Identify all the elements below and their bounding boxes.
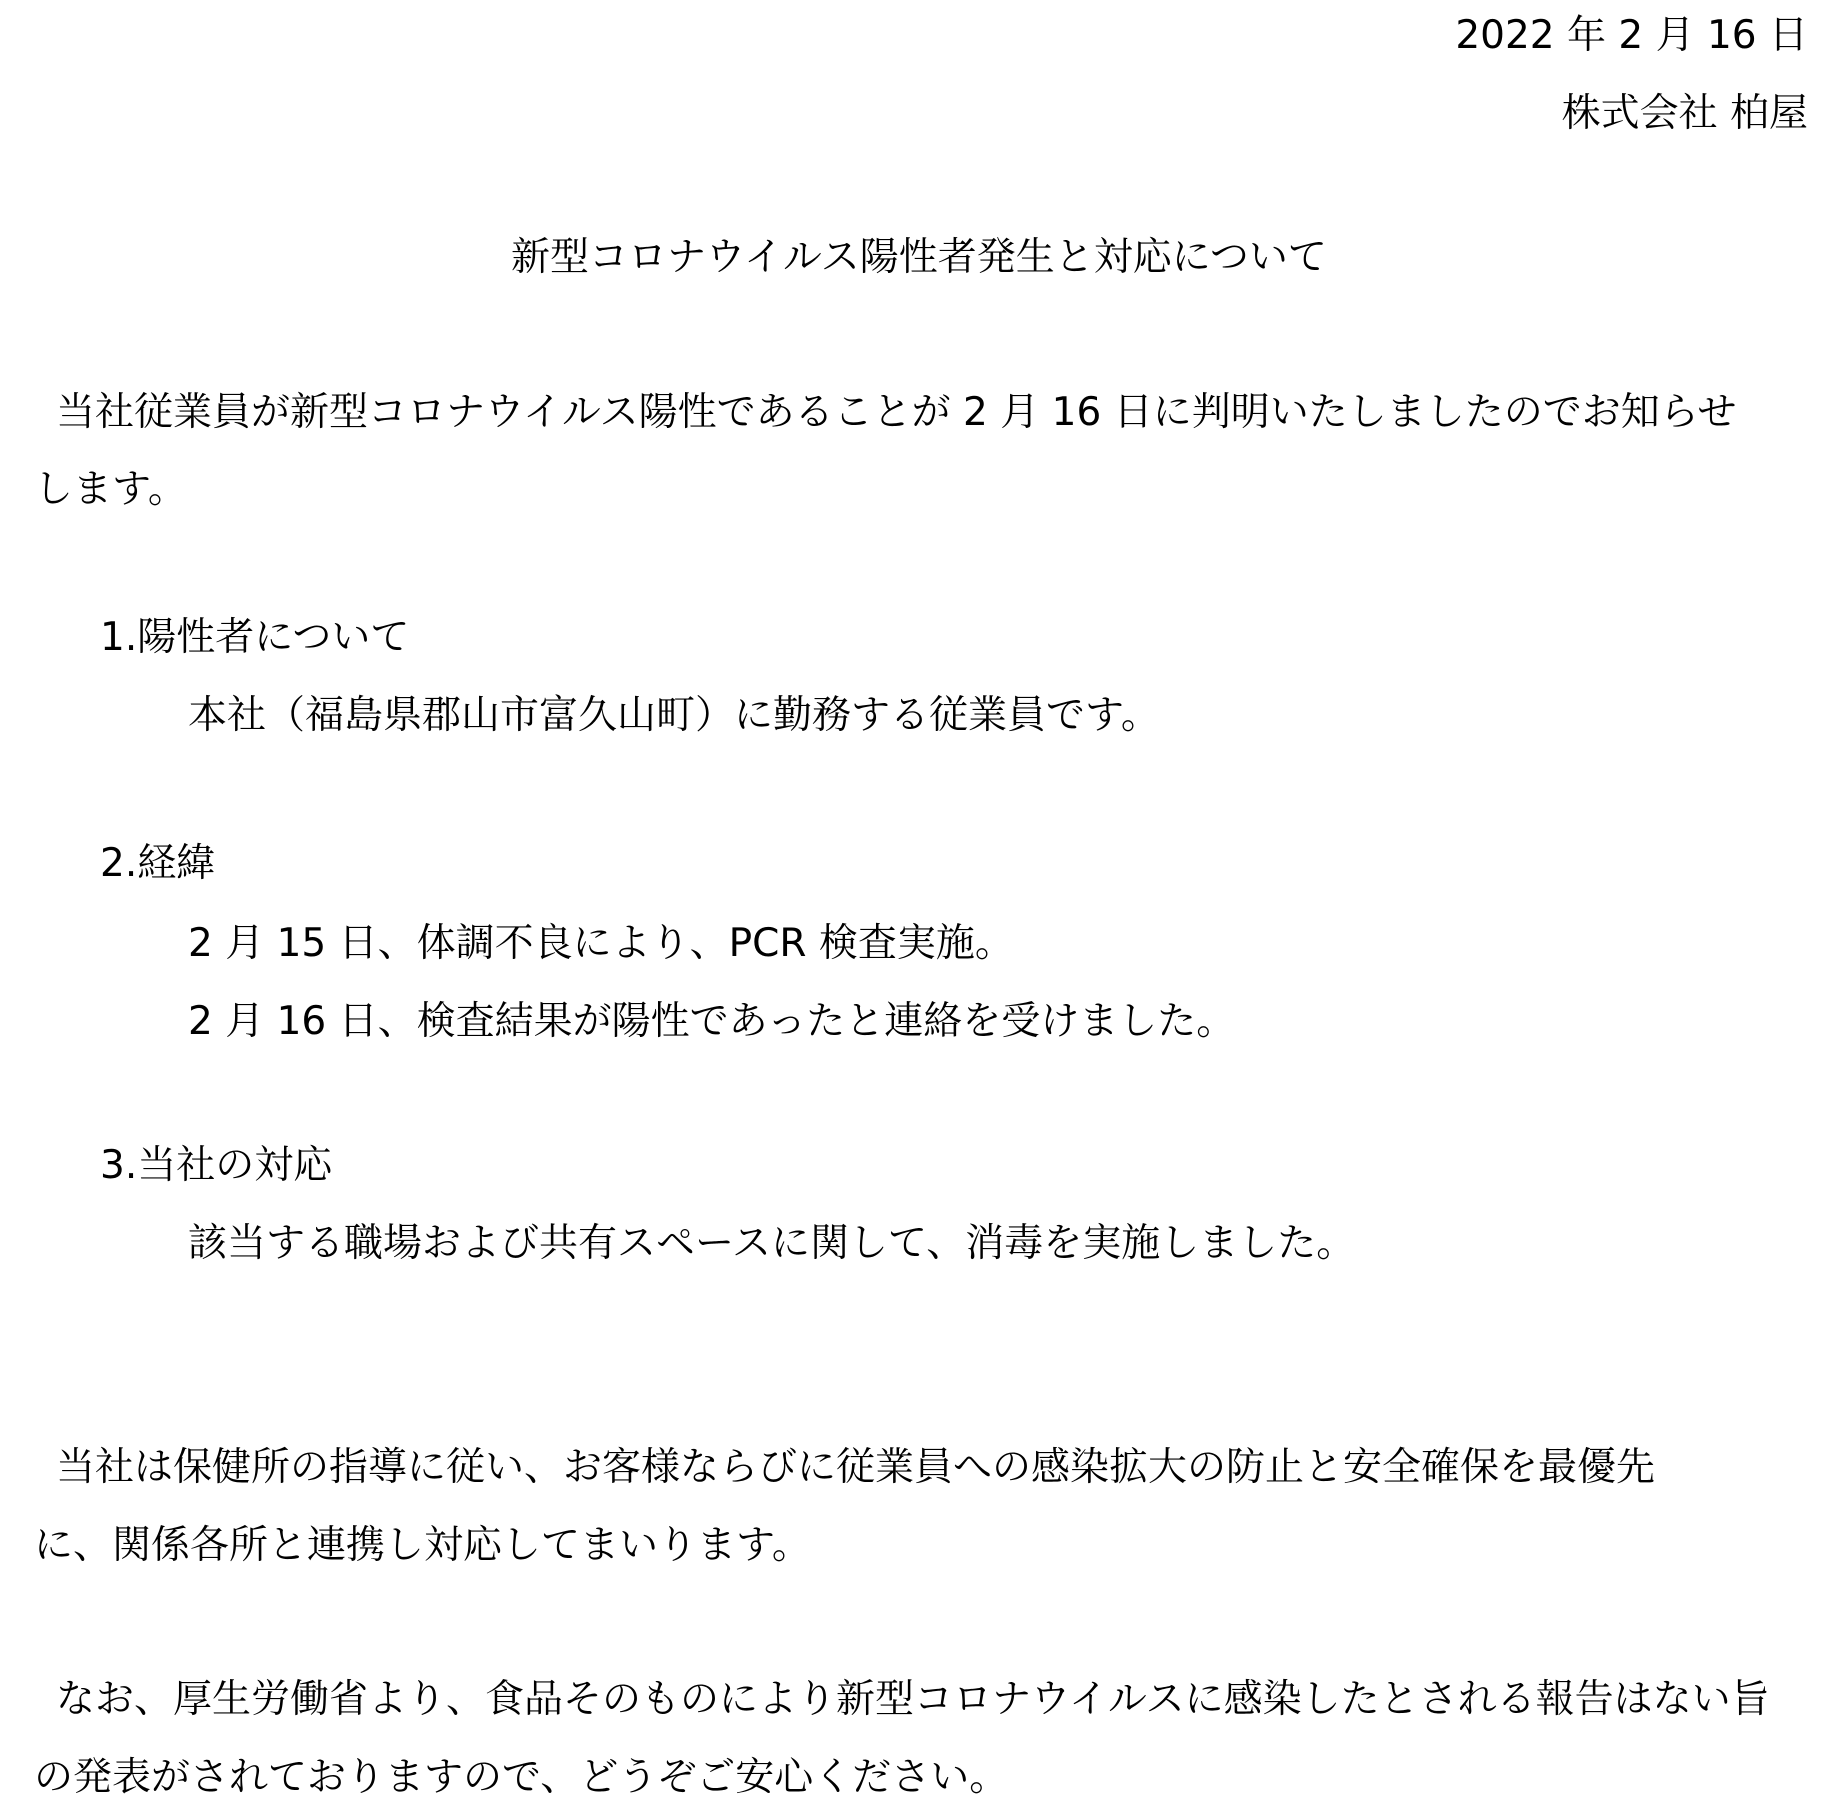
section-heading-positive-person: 1.陽性者について [100, 615, 410, 660]
closing-paragraph-2-line-1: なお、厚生労働省より、食品そのものにより新型コロナウイルスに感染したとされる報告はない旨 [56, 1677, 1770, 1722]
intro-line-1: 当社従業員が新型コロナウイルス陽性であることが 2 月 16 日に判明いたしましたのでお知らせ [56, 390, 1737, 435]
company-name: 株式会社 柏屋 [1561, 91, 1808, 136]
intro-line-2: します。 [34, 467, 187, 512]
section-body-background-1: 2 月 15 日、体調不良により、PCR 検査実施。 [188, 921, 1014, 966]
section-heading-response: 3.当社の対応 [100, 1143, 333, 1188]
closing-paragraph-2-line-2: の発表がされておりますので、どうぞご安心ください。 [34, 1755, 1009, 1800]
section-body-background-2: 2 月 16 日、検査結果が陽性であったと連絡を受けました。 [188, 999, 1236, 1044]
section-heading-background: 2.経緯 [100, 841, 216, 886]
section-body-positive-person: 本社（福島県郡山市富久山町）に勤務する従業員です。 [188, 693, 1160, 738]
closing-paragraph-1-line-2: に、関係各所と連携し対応してまいります。 [34, 1523, 811, 1568]
notice-title: 新型コロナウイルス陽性者発生と対応について [511, 235, 1327, 280]
closing-paragraph-1-line-1: 当社は保健所の指導に従い、お客様ならびに従業員への感染拡大の防止と安全確保を最優先 [56, 1445, 1656, 1490]
notice-date: 2022 年 2 月 16 日 [1455, 13, 1808, 58]
section-body-response: 該当する職場および共有スペースに関して、消毒を実施しました。 [188, 1221, 1356, 1266]
